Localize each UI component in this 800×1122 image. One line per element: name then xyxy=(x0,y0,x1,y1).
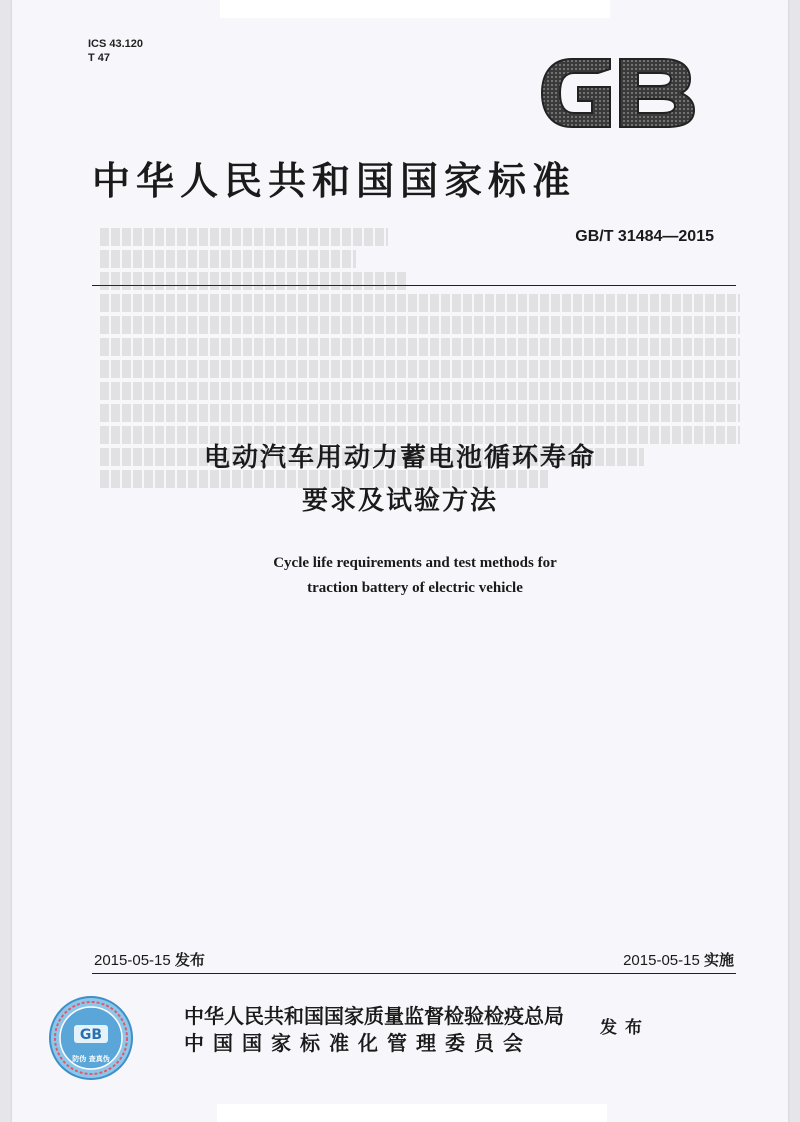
gb-logo-icon xyxy=(538,55,698,131)
title-cn-line-1: 电动汽车用动力蓄电池循环寿命 xyxy=(203,443,596,473)
scan-margin-bottom xyxy=(217,1104,607,1122)
issue-date-label: 发布 xyxy=(174,952,205,969)
issue-date xyxy=(94,949,205,970)
seal-caption: 防伪 查真伪 xyxy=(72,1055,110,1063)
footer-divider xyxy=(92,973,736,974)
issue-date-value: 2015-05-15 xyxy=(94,952,171,969)
classification-code: T 47 xyxy=(88,52,111,64)
anti-counterfeit-seal-icon xyxy=(48,995,134,1081)
scan-margin-top xyxy=(220,0,610,18)
standard-number: GB/T 31484—2015 xyxy=(575,228,714,245)
title-cn-line-2: 要求及试验方法 xyxy=(301,486,498,516)
implementation-date xyxy=(623,949,734,970)
seal-emblem: GB xyxy=(79,1027,103,1043)
ics-code: ICS 43.120 xyxy=(88,38,144,50)
title-en-line-2: traction battery of electric vehicle xyxy=(307,580,523,596)
authority-aqsiq: 中华人民共和国国家质量监督检验检疫总局 xyxy=(184,1004,564,1028)
publish-label: 发布 xyxy=(600,1018,650,1038)
implementation-date-value: 2015-05-15 xyxy=(623,952,700,969)
national-standard-title: 中华人民共和国国家标准 xyxy=(92,159,577,203)
title-en-line-1: Cycle life requirements and test methods for xyxy=(273,555,557,571)
implementation-date-label: 实施 xyxy=(703,952,734,969)
authority-sac: 中国国家标准化管理委员会 xyxy=(184,1031,532,1055)
